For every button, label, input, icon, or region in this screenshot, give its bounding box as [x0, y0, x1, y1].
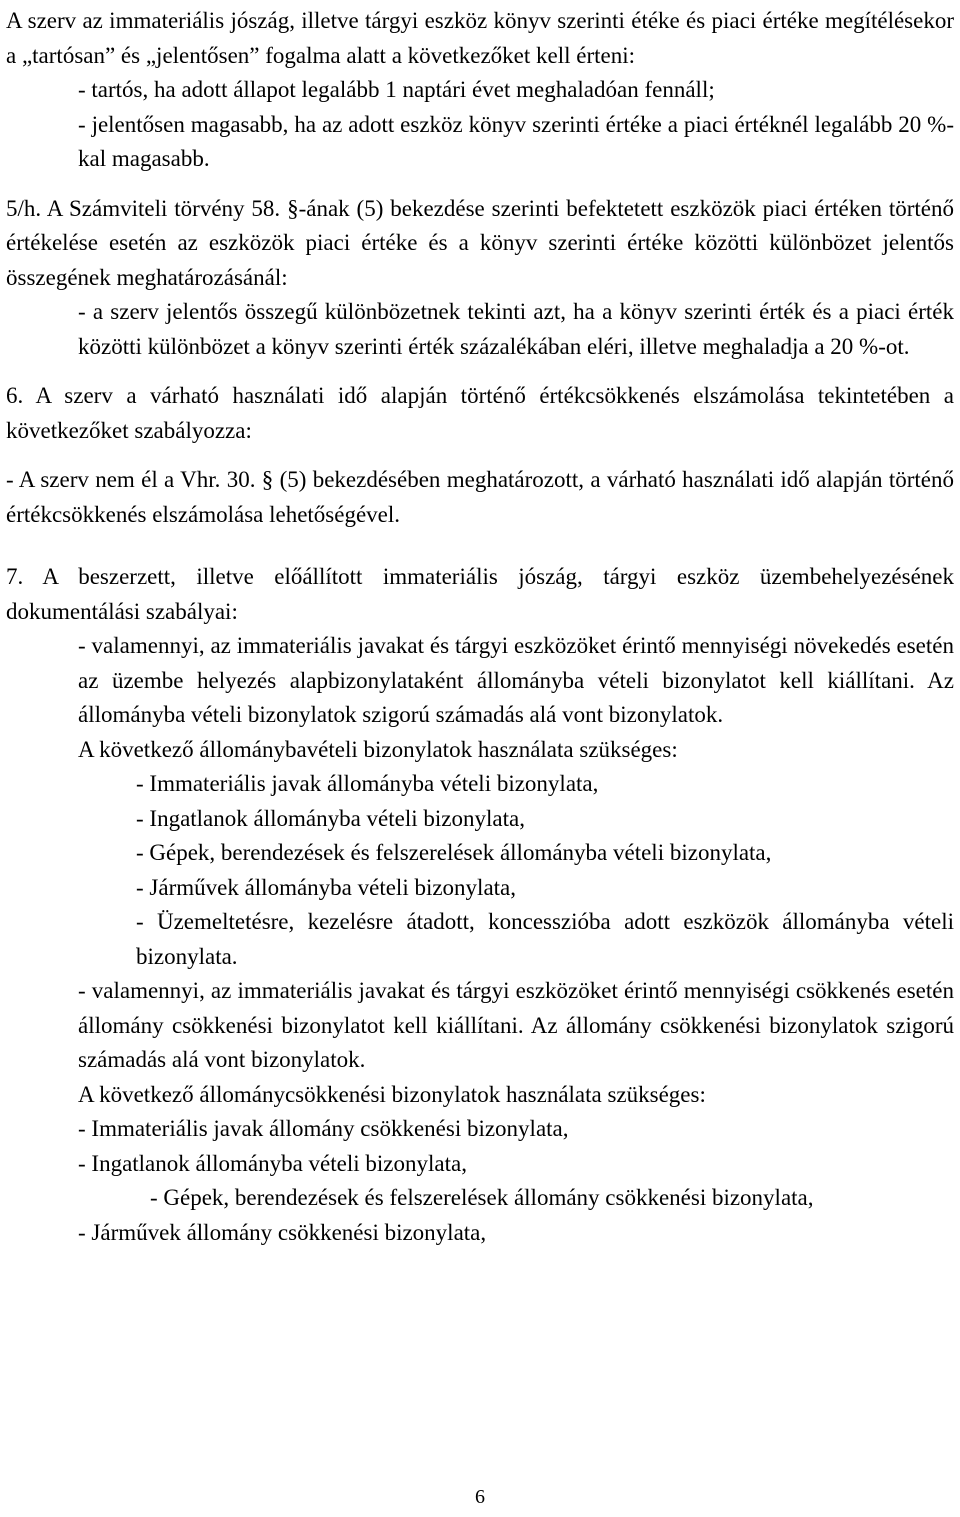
decrease-list-item: - Ingatlanok állományba vételi bizonylata,: [78, 1150, 467, 1176]
decrease-list-item: - Járművek állomány csökkenési bizonylata,: [78, 1219, 487, 1245]
section-6-paragraph: 6. A szerv a várható használati idő alapján történő értékcsökkenés elszámolása tekintetében a következőket szabályozza:: [6, 383, 954, 443]
intro-paragraph: A szerv az immateriális jószág, illetve tárgyi eszköz könyv szerinti étéke és piaci értéke megítélésekor a „tartósan” és „jelentősen” fogalma alatt a következőket kell érteni:: [6, 8, 954, 68]
increase-list-item: - Immateriális javak állományba vételi bizonylata,: [136, 771, 599, 796]
decrease-list-item: - Gépek, berendezések és felszerelések állomány csökkenési bizonylata,: [150, 1185, 814, 1210]
section-6-item: - A szerv nem él a Vhr. 30. § (5) bekezdésében meghatározott, a várható használati idő alapján történő értékcsökkenés elszámolása lehetőségével.: [6, 467, 954, 527]
section-7-increase-item: - valamennyi, az immateriális javakat és tárgyi eszközöket érintő mennyiségi növekedés esetén az üzembe helyezés alapbizonylataként állományba vételi bizonylatot kell kiállítani. Az állományba vételi bizonylatok szigorú számadás alá vont bizonylatok.: [78, 633, 954, 727]
page-number: 6: [475, 1486, 485, 1508]
section-5h-item: - a szerv jelentős összegű különbözetnek tekinti azt, ha a könyv szerinti érték és a piaci érték közötti különbözet a könyv szerinti érték százalékában eléri, illetve meghaladja a 20 %-ot.: [78, 299, 954, 359]
increase-list-item: - Gépek, berendezések és felszerelések állományba vételi bizonylata,: [136, 840, 772, 865]
increase-list-intro: A következő állománybavételi bizonylatok használata szükséges:: [78, 736, 678, 762]
decrease-list-intro: A következő állománycsökkenési bizonylatok használata szükséges:: [78, 1081, 706, 1107]
increase-list-item: - Üzemeltetésre, kezelésre átadott, koncesszióba adott eszközök állományba vételi bizonylata.: [136, 909, 954, 969]
increase-list-item: - Ingatlanok állományba vételi bizonylata,: [136, 805, 525, 831]
section-7-paragraph: 7. A beszerzett, illetve előállított immateriális jószág, tárgyi eszköz üzembehelyezésének dokumentálási szabályai:: [6, 564, 954, 624]
definition-item-tartos: - tartós, ha adott állapot legalább 1 naptári évet meghaladóan fennáll;: [78, 77, 715, 102]
section-7-decrease-item: - valamennyi, az immateriális javakat és tárgyi eszközöket érintő mennyiségi csökkenés esetén állomány csökkenési bizonylatot kell kiállítani. Az állomány csökkenési bizonylatok szigorú számadás alá vont bizonylatok.: [78, 978, 954, 1072]
increase-list-item: - Járművek állományba vételi bizonylata,: [136, 874, 517, 900]
decrease-list-item: - Immateriális javak állomány csökkenési bizonylata,: [78, 1116, 569, 1141]
section-5h-paragraph: 5/h. A Számviteli törvény 58. §-ának (5) bekezdése szerinti befektetett eszközök piaci értéken történő értékelése esetén az eszközök piaci értéke és a könyv szerinti értéke közötti különbözet jelentős összegének meghatározásánál:: [6, 195, 954, 290]
definition-item-jelentosen: - jelentősen magasabb, ha az adott eszköz könyv szerinti értéke a piaci értéknél legalább 20 %-kal magasabb.: [78, 111, 954, 171]
